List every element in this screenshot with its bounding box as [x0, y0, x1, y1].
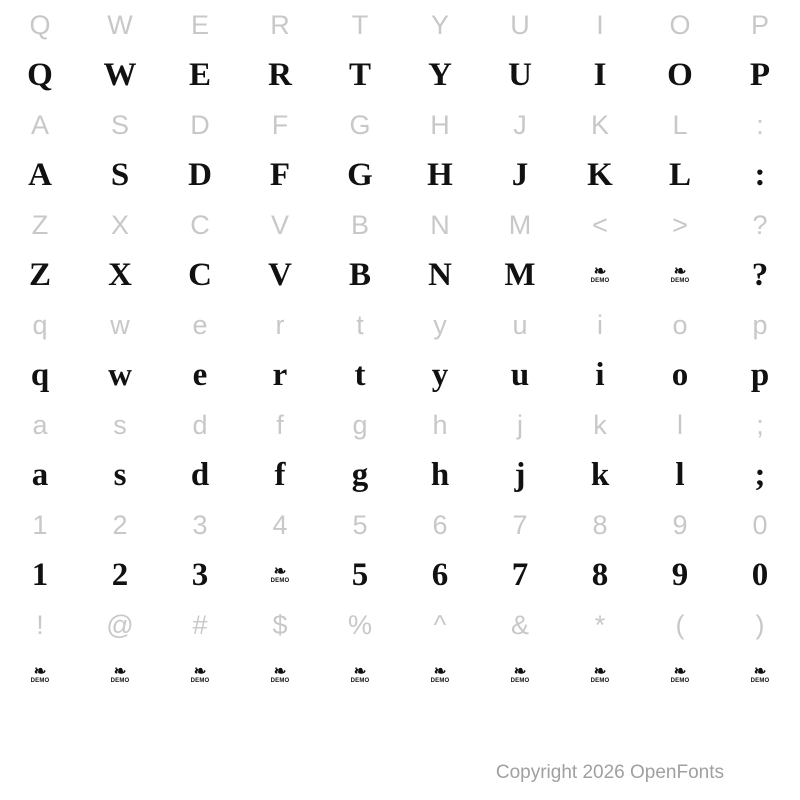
glyph-sample: o	[671, 356, 689, 393]
glyph-sample: N	[428, 256, 452, 293]
copyright-text: Copyright 2026 OpenFonts	[495, 761, 724, 783]
glyph-sample: Y	[428, 56, 452, 93]
key-label: (	[675, 609, 685, 640]
key-label: 7	[512, 509, 528, 540]
key-label: J	[513, 109, 527, 140]
glyph-sample: 5	[351, 556, 369, 593]
key-label: u	[512, 309, 528, 340]
key-label: E	[190, 9, 209, 40]
glyph-sample: F	[269, 156, 291, 193]
glyph-sample: :	[754, 156, 766, 193]
glyph-row	[0, 550, 800, 600]
demo-leaf-icon: ❧	[513, 663, 527, 680]
glyph-sample: S	[110, 156, 130, 193]
key-label: ?	[752, 209, 768, 240]
demo-label: DEMO	[190, 677, 210, 684]
key-row	[0, 300, 800, 350]
key-label: Y	[430, 9, 449, 40]
key-label: I	[596, 9, 604, 40]
key-label: e	[192, 309, 208, 340]
key-label: M	[508, 209, 532, 240]
glyph-sample: W	[103, 56, 137, 93]
demo-leaf-icon: ❧	[433, 663, 447, 680]
demo-watermark-icon	[80, 650, 160, 700]
demo-leaf-icon: ❧	[273, 663, 287, 680]
key-label: )	[755, 609, 765, 640]
key-label: Q	[29, 9, 51, 40]
key-row	[0, 0, 800, 50]
key-label: f	[276, 409, 284, 440]
key-label: 8	[592, 509, 608, 540]
demo-label: DEMO	[510, 677, 530, 684]
glyph-sample: r	[272, 356, 288, 393]
key-label: X	[110, 209, 129, 240]
glyph-sample: t	[354, 356, 366, 393]
demo-leaf-icon: ❧	[673, 263, 687, 280]
glyph-row	[0, 650, 800, 700]
demo-leaf-icon: ❧	[593, 263, 607, 280]
glyph-sample: s	[113, 456, 127, 493]
glyph-sample: e	[192, 356, 208, 393]
glyph-sample: M	[504, 256, 536, 293]
demo-label: DEMO	[30, 677, 50, 684]
glyph-sample: 2	[111, 556, 129, 593]
key-label: s	[113, 409, 127, 440]
key-label: k	[593, 409, 607, 440]
demo-watermark-icon	[400, 650, 480, 700]
key-label: y	[433, 309, 447, 340]
glyph-sample: k	[590, 456, 610, 493]
demo-label: DEMO	[670, 277, 690, 284]
glyph-sample: 8	[591, 556, 609, 593]
key-label: *	[594, 609, 606, 640]
key-label: O	[669, 9, 691, 40]
glyph-sample: u	[510, 356, 530, 393]
key-label: H	[430, 109, 450, 140]
glyph-sample: i	[595, 356, 605, 393]
glyph-sample: y	[431, 356, 449, 393]
demo-label: DEMO	[270, 677, 290, 684]
glyph-sample: ;	[754, 456, 766, 493]
key-label: ^	[433, 609, 447, 640]
key-label: g	[352, 409, 368, 440]
glyph-sample: O	[667, 56, 693, 93]
key-label: P	[750, 9, 769, 40]
glyph-sample: P	[749, 56, 771, 93]
key-label: 9	[672, 509, 688, 540]
key-label: a	[32, 409, 48, 440]
demo-watermark-icon	[160, 650, 240, 700]
glyph-sample: T	[348, 56, 371, 93]
glyph-sample: H	[427, 156, 453, 193]
demo-watermark-icon	[560, 250, 640, 300]
glyph-sample: I	[593, 56, 607, 93]
glyph-sample: w	[108, 356, 132, 393]
glyph-row	[0, 250, 800, 300]
glyph-sample: a	[31, 456, 49, 493]
demo-label: DEMO	[350, 677, 370, 684]
key-label: D	[190, 109, 210, 140]
demo-watermark-icon	[720, 650, 800, 700]
glyph-sample: d	[190, 456, 210, 493]
key-label: q	[32, 309, 48, 340]
key-label: &	[510, 609, 529, 640]
glyph-sample: L	[668, 156, 691, 193]
glyph-sample: J	[511, 156, 529, 193]
glyph-sample: f	[274, 456, 286, 493]
key-label: @	[106, 609, 134, 640]
demo-label: DEMO	[670, 677, 690, 684]
key-label: r	[275, 309, 285, 340]
key-label: S	[110, 109, 129, 140]
demo-label: DEMO	[750, 677, 770, 684]
glyph-row	[0, 50, 800, 100]
key-label: #	[192, 609, 208, 640]
key-label: t	[356, 309, 364, 340]
key-row	[0, 400, 800, 450]
key-label: L	[672, 109, 688, 140]
footer	[0, 745, 800, 800]
demo-leaf-icon: ❧	[353, 663, 367, 680]
glyph-sample: R	[268, 56, 292, 93]
key-label: V	[270, 209, 289, 240]
glyph-sample: Z	[28, 256, 51, 293]
key-label: G	[349, 109, 371, 140]
glyph-row	[0, 350, 800, 400]
key-label: T	[351, 9, 369, 40]
glyph-sample: X	[108, 256, 132, 293]
demo-leaf-icon: ❧	[753, 663, 767, 680]
glyph-sample: D	[188, 156, 212, 193]
glyph-sample: 1	[31, 556, 49, 593]
key-label: o	[672, 309, 688, 340]
demo-label: DEMO	[430, 677, 450, 684]
glyph-row	[0, 150, 800, 200]
key-label: :	[756, 109, 764, 140]
demo-leaf-icon: ❧	[273, 563, 287, 580]
demo-label: DEMO	[590, 677, 610, 684]
glyph-sample: G	[347, 156, 373, 193]
glyph-sample: 9	[671, 556, 689, 593]
glyph-sample: j	[514, 456, 526, 493]
glyph-sample: q	[30, 356, 50, 393]
key-label: K	[590, 109, 609, 140]
key-label: l	[677, 409, 683, 440]
key-label: 0	[752, 509, 768, 540]
demo-leaf-icon: ❧	[593, 663, 607, 680]
glyph-row	[0, 450, 800, 500]
key-label: <	[592, 209, 608, 240]
key-label: p	[752, 309, 768, 340]
key-row	[0, 200, 800, 250]
key-label: d	[192, 409, 208, 440]
glyph-sample: E	[188, 56, 211, 93]
glyph-sample: V	[268, 256, 292, 293]
key-label: Z	[31, 209, 49, 240]
key-row	[0, 600, 800, 650]
key-label: C	[190, 209, 210, 240]
key-label: j	[517, 409, 523, 440]
demo-label: DEMO	[590, 277, 610, 284]
glyph-sample: g	[351, 456, 369, 493]
glyph-sample: U	[508, 56, 532, 93]
demo-label: DEMO	[110, 677, 130, 684]
key-label: W	[107, 9, 133, 40]
key-label: h	[432, 409, 448, 440]
key-label: %	[347, 609, 372, 640]
demo-watermark-icon	[480, 650, 560, 700]
key-label: A	[30, 109, 49, 140]
key-label: N	[430, 209, 450, 240]
glyph-sample: 6	[431, 556, 449, 593]
glyph-sample: B	[348, 256, 371, 293]
key-label: B	[350, 209, 369, 240]
key-label: $	[272, 609, 288, 640]
glyph-sample: 0	[751, 556, 769, 593]
demo-label: DEMO	[270, 577, 290, 584]
demo-watermark-icon	[0, 650, 80, 700]
key-label: 1	[32, 509, 48, 540]
glyph-sample: l	[675, 456, 685, 493]
key-label: 3	[192, 509, 208, 540]
glyph-sample: 7	[511, 556, 529, 593]
demo-watermark-icon	[560, 650, 640, 700]
key-label: R	[270, 9, 290, 40]
glyph-sample: K	[587, 156, 613, 193]
key-label: F	[271, 109, 289, 140]
key-label: >	[672, 209, 688, 240]
demo-watermark-icon	[240, 550, 320, 600]
key-label: ;	[756, 409, 764, 440]
demo-leaf-icon: ❧	[113, 663, 127, 680]
key-label: !	[36, 609, 44, 640]
key-row	[0, 500, 800, 550]
demo-leaf-icon: ❧	[193, 663, 207, 680]
key-label: i	[597, 309, 603, 340]
demo-leaf-icon: ❧	[33, 663, 47, 680]
key-label: 4	[272, 509, 288, 540]
demo-watermark-icon	[640, 250, 720, 300]
glyph-sample: C	[188, 256, 212, 293]
key-label: 2	[112, 509, 128, 540]
glyph-sample: p	[750, 356, 770, 393]
glyph-sample: 3	[191, 556, 209, 593]
key-label: 6	[432, 509, 448, 540]
demo-leaf-icon: ❧	[673, 663, 687, 680]
key-label: w	[110, 309, 130, 340]
demo-watermark-icon	[320, 650, 400, 700]
glyph-sample: A	[28, 156, 52, 193]
key-row	[0, 100, 800, 150]
demo-watermark-icon	[240, 650, 320, 700]
glyph-sample: ?	[751, 256, 769, 293]
glyph-sample: Q	[27, 56, 53, 93]
key-label: U	[510, 9, 530, 40]
demo-watermark-icon	[640, 650, 720, 700]
key-label: 5	[352, 509, 368, 540]
glyph-sample: h	[430, 456, 450, 493]
